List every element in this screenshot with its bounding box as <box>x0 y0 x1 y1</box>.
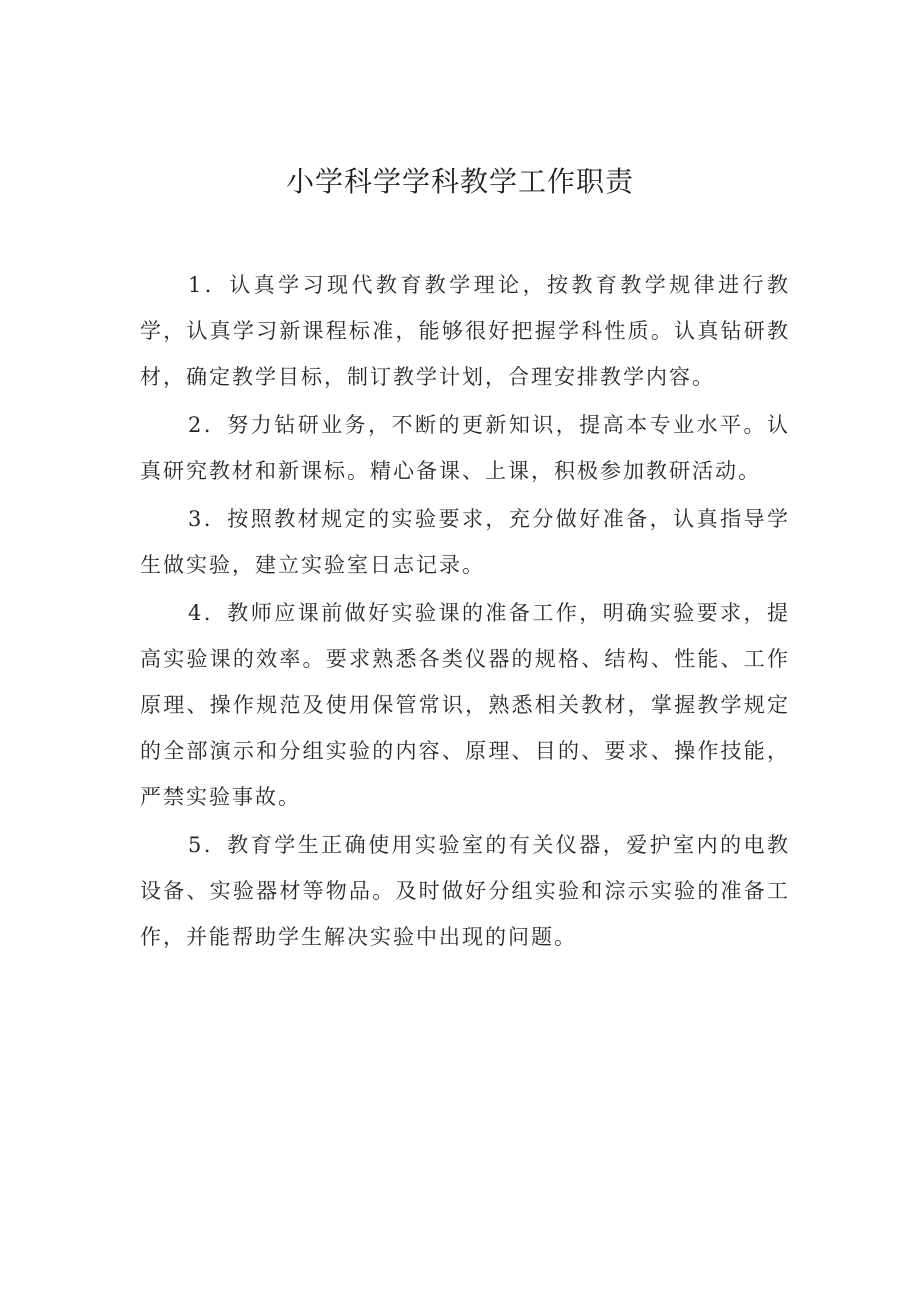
paragraph-5: 5．教育学生正确使用实验室的有关仪器，爱护室内的电教设备、实验器材等物品。及时做好分组实验和淙示实验的准备工作，并能帮助学生解决实验中出现的问题。 <box>140 833 790 949</box>
document-body <box>140 262 790 962</box>
paragraph-1: 1．认真学习现代教育教学理论，按教育教学规律进行教学，认真学习新课程标准，能够很好把握学科性质。认真钻研教材，确定教学目标，制订教学计划，合理安排教学内容。 <box>140 273 790 389</box>
paragraph-2: 2．努力钻研业务，不断的更新知识，提高本专业水平。认真研究教材和新课标。精心备课、上课，积极参加教研活动。 <box>140 413 790 483</box>
document-title: 小学科学学科教学工作职责 <box>285 165 634 198</box>
paragraph-3: 3．按照教材规定的实验要求，充分做好准备，认真指导学生做实验，建立实验室日志记录。 <box>140 507 790 577</box>
paragraph-4: 4．教师应课前做好实验课的准备工作，明确实验要求，提高实验课的效率。要求熟悉各类仪器的规格、结构、性能、工作原理、操作规范及使用保管常识，熟悉相关教材，掌握教学规定的全部演示和分组实验的内容、原理、目的、要求、操作技能，严禁实验事故。 <box>140 601 790 809</box>
